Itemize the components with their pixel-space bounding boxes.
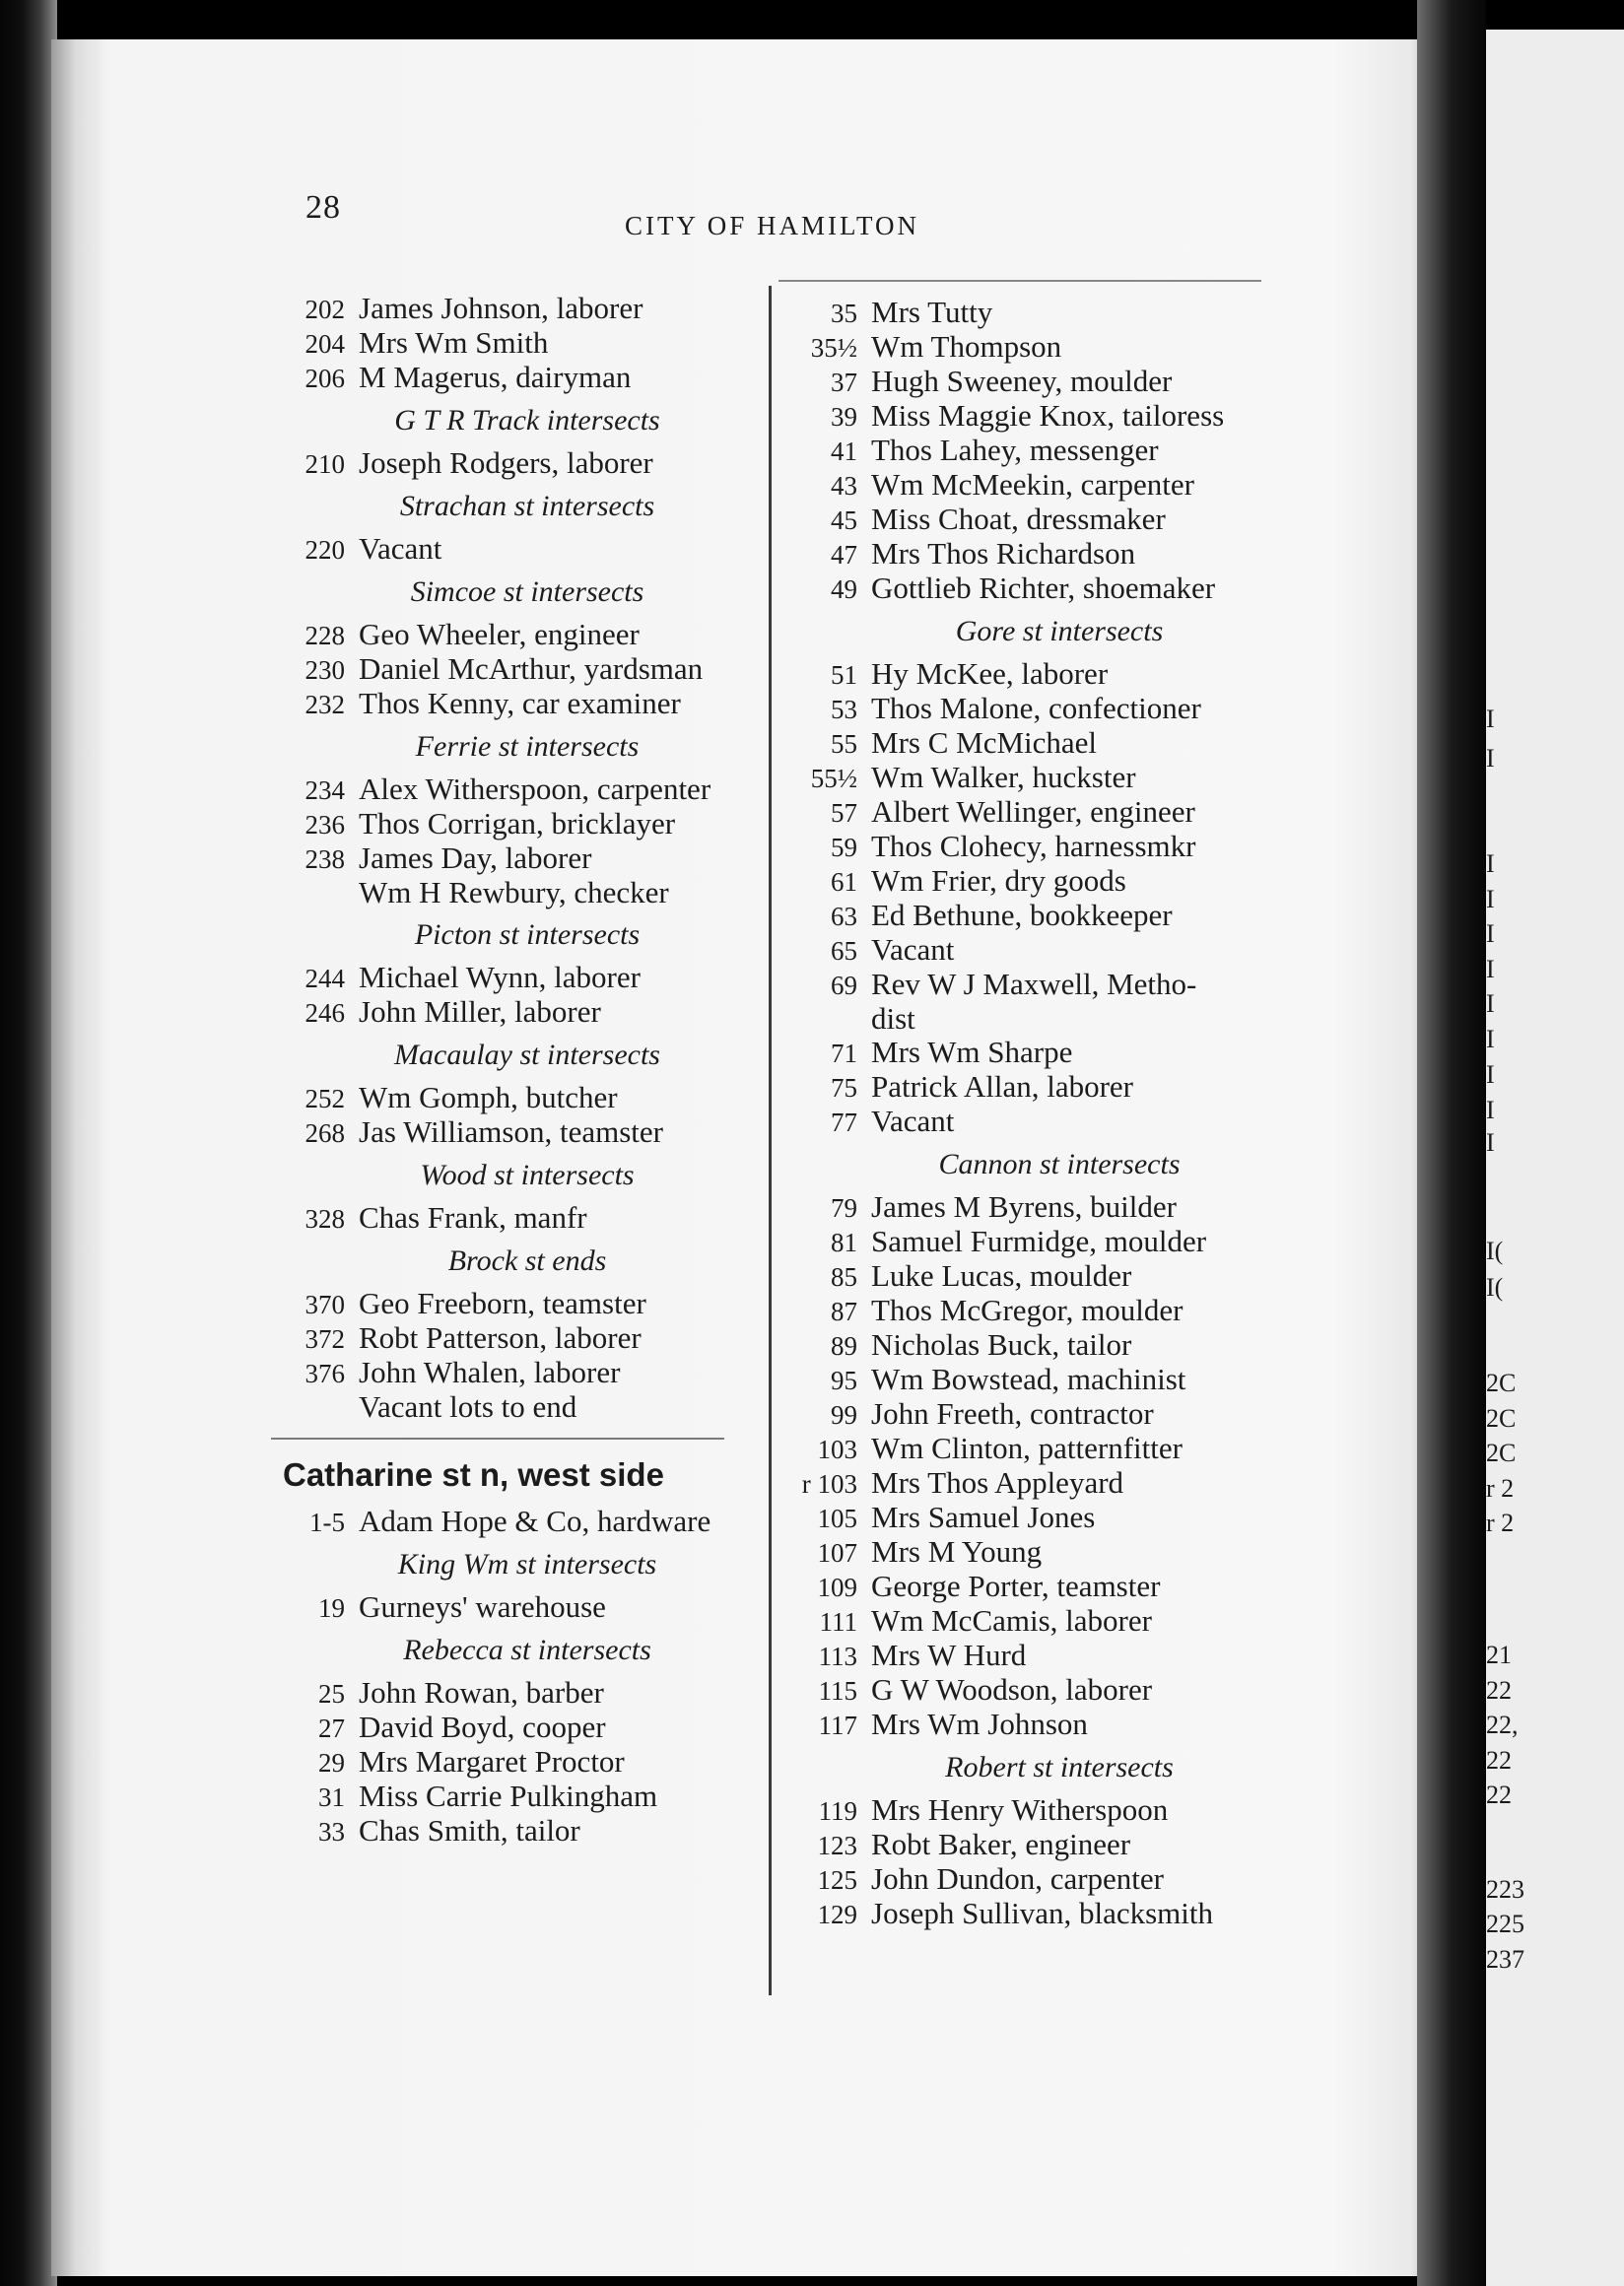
next-page-fragment: 22, <box>1486 1711 1519 1739</box>
resident-name: Thos McGregor, moulder <box>871 1293 1184 1327</box>
resident-name: Wm Frier, dry goods <box>871 863 1126 898</box>
house-number: 105 <box>817 1504 857 1533</box>
resident-name: Mrs Wm Smith <box>359 325 549 360</box>
street-intersection: Gore st intersects <box>955 615 1164 647</box>
directory-entry <box>251 1676 744 1711</box>
page-number: 28 <box>305 189 341 226</box>
house-number: 370 <box>304 1290 345 1319</box>
house-number: 37 <box>831 368 857 397</box>
directory-entry <box>749 1294 1281 1328</box>
directory-entry <box>749 795 1281 830</box>
directory-entry <box>749 761 1281 795</box>
directory-entry <box>749 968 1281 1002</box>
directory-entry <box>749 1535 1281 1570</box>
resident-name: Mrs C McMichael <box>871 725 1098 760</box>
resident-name: Hy McKee, laborer <box>871 656 1109 691</box>
resident-name: Mrs Wm Johnson <box>871 1707 1088 1741</box>
resident-name: Mrs Margaret Proctor <box>359 1744 625 1779</box>
directory-entry <box>749 933 1281 968</box>
resident-name: Wm Gomph, butcher <box>359 1080 618 1114</box>
right-column <box>749 296 1281 1931</box>
next-page-fragment: 2C <box>1486 1404 1517 1433</box>
next-page-fragment: 223 <box>1486 1875 1524 1904</box>
directory-entry <box>749 1105 1281 1139</box>
resident-name: John Whalen, laborer <box>359 1355 621 1389</box>
house-number: 29 <box>318 1748 345 1778</box>
directory-entry <box>251 1590 744 1625</box>
directory-entry <box>251 961 744 995</box>
entry-continuation: Wm H Rewbury, checker <box>359 875 669 909</box>
directory-entry <box>749 1036 1281 1070</box>
header-rule <box>778 280 1261 282</box>
resident-name: Miss Choat, dressmaker <box>871 502 1166 536</box>
resident-name: Albert Wellinger, engineer <box>871 794 1195 829</box>
resident-name: Thos Clohecy, harnessmkr <box>871 829 1196 863</box>
next-page-fragment: I <box>1486 1128 1495 1157</box>
resident-name: Gottlieb Richter, shoemaker <box>871 571 1216 605</box>
resident-name: Nicholas Buck, tailor <box>871 1327 1132 1362</box>
entry-continuation: dist <box>871 1001 915 1036</box>
house-number: 69 <box>831 971 857 1000</box>
house-number: 81 <box>831 1228 857 1257</box>
directory-entry <box>251 1287 744 1321</box>
resident-name: George Porter, teamster <box>871 1569 1161 1603</box>
resident-name: M Magerus, dairyman <box>359 360 632 394</box>
house-number: 236 <box>304 810 345 840</box>
house-number: 79 <box>831 1193 857 1223</box>
resident-name: Geo Wheeler, engineer <box>359 617 640 651</box>
next-page-edge <box>1486 30 1624 2286</box>
resident-name: John Rowan, barber <box>359 1675 604 1710</box>
house-number: 210 <box>304 449 345 479</box>
house-number: 65 <box>831 936 857 966</box>
directory-entry <box>251 1711 744 1745</box>
resident-name: Wm McCamis, laborer <box>871 1603 1152 1638</box>
section-heading: Catharine st n, west side <box>283 1456 664 1493</box>
house-number: 47 <box>831 540 857 570</box>
resident-name: Wm Clinton, patternfitter <box>871 1431 1183 1465</box>
next-page-fragment: 22 <box>1486 1781 1512 1809</box>
directory-entry <box>749 692 1281 726</box>
directory-entry <box>749 399 1281 434</box>
directory-entry <box>749 1397 1281 1432</box>
directory-entry <box>749 434 1281 468</box>
house-number: 109 <box>817 1573 857 1602</box>
resident-name: Chas Smith, tailor <box>359 1813 580 1848</box>
directory-entry <box>251 361 744 395</box>
book-gutter <box>1417 0 1486 2286</box>
resident-name: Luke Lucas, moulder <box>871 1258 1132 1293</box>
house-number: 238 <box>304 844 345 874</box>
directory-entry <box>749 1862 1281 1897</box>
house-number: 75 <box>831 1073 857 1103</box>
resident-name: James M Byrens, builder <box>871 1189 1177 1224</box>
directory-entry <box>749 1501 1281 1535</box>
entry-continuation: Vacant lots to end <box>359 1389 577 1424</box>
street-intersection: Wood st intersects <box>420 1159 635 1191</box>
house-number: 39 <box>831 402 857 432</box>
resident-name: David Boyd, cooper <box>359 1710 606 1744</box>
resident-name: Thos Corrigan, bricklayer <box>359 806 676 840</box>
resident-name: Adam Hope & Co, hardware <box>359 1504 711 1538</box>
resident-name: Vacant <box>871 932 955 967</box>
directory-entry <box>749 1793 1281 1828</box>
house-number: 129 <box>817 1900 857 1929</box>
house-number: 45 <box>831 505 857 535</box>
directory-entry <box>749 1190 1281 1225</box>
house-number: 41 <box>831 437 857 466</box>
next-page-fragment: I( <box>1486 1237 1504 1265</box>
directory-entry <box>749 1828 1281 1862</box>
directory-entry <box>251 807 744 841</box>
resident-name: Joseph Rodgers, laborer <box>359 445 653 480</box>
section-rule <box>271 1438 724 1440</box>
house-number: 113 <box>818 1642 857 1671</box>
directory-entry <box>251 618 744 652</box>
directory-entry <box>251 652 744 687</box>
resident-name: Geo Freeborn, teamster <box>359 1286 646 1320</box>
house-number: 117 <box>818 1711 857 1740</box>
directory-entry <box>749 1328 1281 1363</box>
house-number: 268 <box>304 1118 345 1148</box>
directory-entry <box>749 899 1281 933</box>
house-number: 51 <box>831 660 857 690</box>
street-intersection: Macaulay st intersects <box>394 1039 660 1071</box>
street-intersection: Cannon st intersects <box>938 1148 1181 1180</box>
resident-name: James Day, laborer <box>359 840 592 875</box>
directory-entry <box>251 687 744 721</box>
directory-entry <box>251 773 744 807</box>
house-number: 252 <box>304 1084 345 1113</box>
house-number: 63 <box>831 902 857 931</box>
next-page-fragment: 2C <box>1486 1439 1517 1467</box>
directory-entry <box>749 1604 1281 1639</box>
directory-entry <box>251 446 744 481</box>
resident-name: Wm McMeekin, carpenter <box>871 467 1194 502</box>
resident-name: Wm Bowstead, machinist <box>871 1362 1186 1396</box>
house-number: 115 <box>818 1676 857 1706</box>
house-number: 99 <box>831 1400 857 1430</box>
resident-name: Alex Witherspoon, carpenter <box>359 772 711 806</box>
directory-entry <box>251 1780 744 1814</box>
resident-name: Daniel McArthur, yardsman <box>359 651 704 686</box>
street-intersection: Brock st ends <box>447 1244 607 1277</box>
house-number: 27 <box>318 1714 345 1743</box>
resident-name: James Johnson, laborer <box>359 291 643 325</box>
house-number: 25 <box>318 1679 345 1709</box>
house-number: 55 <box>831 729 857 759</box>
directory-entry <box>251 1814 744 1849</box>
resident-name: Wm Thompson <box>871 329 1062 364</box>
directory-entry <box>749 1570 1281 1604</box>
street-intersection: Picton st intersects <box>414 918 641 951</box>
resident-name: Patrick Allan, laborer <box>871 1069 1133 1104</box>
street-intersection: G T R Track intersects <box>394 404 660 437</box>
resident-name: Mrs Samuel Jones <box>871 1500 1096 1534</box>
next-page-fragment: 22 <box>1486 1746 1512 1775</box>
house-number: 49 <box>831 574 857 604</box>
directory-entry <box>251 1745 744 1780</box>
next-page-fragment: I <box>1486 955 1495 983</box>
directory-entry <box>749 1708 1281 1742</box>
house-number: r 103 <box>801 1469 857 1499</box>
resident-name: Samuel Furmidge, moulder <box>871 1224 1207 1258</box>
resident-name: Robt Baker, engineer <box>871 1827 1131 1861</box>
resident-name: Michael Wynn, laborer <box>359 960 641 994</box>
directory-entry <box>251 995 744 1030</box>
house-number: 33 <box>318 1817 345 1847</box>
house-number: 43 <box>831 471 857 501</box>
house-number: 61 <box>831 867 857 897</box>
resident-name: Chas Frank, manfr <box>359 1200 587 1235</box>
directory-entry <box>749 830 1281 864</box>
resident-name: Robt Patterson, laborer <box>359 1320 642 1355</box>
street-intersection: Robert st intersects <box>945 1751 1174 1783</box>
resident-name: Mrs W Hurd <box>871 1638 1027 1672</box>
resident-name: Rev W J Maxwell, Metho- <box>871 967 1197 1001</box>
resident-name: Mrs Thos Appleyard <box>871 1465 1124 1500</box>
house-number: 123 <box>817 1831 857 1860</box>
house-number: 1-5 <box>309 1508 345 1537</box>
house-number: 125 <box>817 1865 857 1895</box>
resident-name: Vacant <box>871 1104 955 1138</box>
house-number: 57 <box>831 798 857 828</box>
directory-entry <box>749 468 1281 503</box>
directory-entry <box>749 296 1281 330</box>
house-number: 35½ <box>810 333 857 363</box>
resident-name: Jas Williamson, teamster <box>359 1114 663 1149</box>
next-page-fragment: I <box>1486 1096 1495 1124</box>
house-number: 19 <box>318 1593 345 1623</box>
directory-entry <box>749 330 1281 365</box>
street-intersection: Strachan st intersects <box>399 490 655 522</box>
resident-name: Wm Walker, huckster <box>871 760 1136 794</box>
house-number: 103 <box>817 1435 857 1464</box>
resident-name: Hugh Sweeney, moulder <box>871 364 1173 398</box>
house-number: 31 <box>318 1782 345 1812</box>
resident-name: Thos Lahey, messenger <box>871 433 1159 467</box>
house-number: 71 <box>831 1039 857 1068</box>
directory-entry <box>749 503 1281 537</box>
house-number: 55½ <box>810 764 857 793</box>
house-number: 328 <box>304 1204 345 1234</box>
house-number: 85 <box>831 1262 857 1292</box>
directory-entry <box>749 1363 1281 1397</box>
street-intersection: Simcoe st intersects <box>410 575 644 608</box>
left-column <box>251 292 744 1849</box>
directory-entry <box>251 841 744 876</box>
resident-name: Ed Bethune, bookkeeper <box>871 898 1173 932</box>
house-number: 87 <box>831 1297 857 1326</box>
next-page-fragment: 237 <box>1486 1945 1524 1974</box>
house-number: 59 <box>831 833 857 862</box>
house-number: 376 <box>304 1359 345 1388</box>
house-number: 206 <box>304 364 345 393</box>
resident-name: G W Woodson, laborer <box>871 1672 1153 1707</box>
directory-entry <box>749 365 1281 399</box>
directory-entry <box>251 1321 744 1356</box>
resident-name: Thos Kenny, car examiner <box>359 686 681 720</box>
directory-entry <box>251 326 744 361</box>
resident-name: Mrs Tutty <box>871 295 993 329</box>
house-number: 246 <box>304 998 345 1028</box>
house-number: 232 <box>304 690 345 719</box>
next-page-fragment: I <box>1486 885 1495 913</box>
resident-name: John Miller, laborer <box>359 994 601 1029</box>
directory-entry <box>749 864 1281 899</box>
directory-entry <box>251 1505 744 1539</box>
house-number: 89 <box>831 1331 857 1361</box>
directory-entry <box>749 1639 1281 1673</box>
page-title: CITY OF HAMILTON <box>625 211 920 240</box>
street-intersection: Ferrie st intersects <box>415 730 640 763</box>
left-entry-list <box>251 292 744 1424</box>
house-number: 35 <box>831 299 857 328</box>
next-page-fragment: 21 <box>1486 1641 1512 1669</box>
resident-name: Mrs Wm Sharpe <box>871 1035 1073 1069</box>
house-number: 202 <box>304 295 345 324</box>
street-intersection: Rebecca st intersects <box>403 1634 651 1666</box>
directory-entry <box>749 1673 1281 1708</box>
house-number: 95 <box>831 1366 857 1395</box>
street-intersection: King Wm st intersects <box>397 1548 657 1580</box>
resident-name: Joseph Sullivan, blacksmith <box>871 1896 1214 1930</box>
resident-name: John Dundon, carpenter <box>871 1861 1164 1896</box>
house-number: 204 <box>304 329 345 359</box>
house-number: 244 <box>304 964 345 993</box>
next-page-fragment: r 2 <box>1486 1509 1515 1537</box>
next-page-fragment: 225 <box>1486 1910 1524 1938</box>
house-number: 119 <box>818 1796 857 1826</box>
directory-entry <box>251 532 744 567</box>
directory-entry <box>749 657 1281 692</box>
resident-name: Thos Malone, confectioner <box>871 691 1201 725</box>
left-entry-list-2 <box>251 1505 744 1849</box>
directory-entry <box>749 537 1281 572</box>
directory-entry <box>251 1201 744 1236</box>
next-page-fragment: I <box>1486 989 1495 1018</box>
directory-entry <box>749 1070 1281 1105</box>
directory-entry <box>251 292 744 326</box>
directory-entry <box>251 1081 744 1115</box>
resident-name: Mrs Thos Richardson <box>871 536 1136 571</box>
directory-entry <box>251 1356 744 1390</box>
resident-name: Miss Maggie Knox, tailoress <box>871 398 1225 433</box>
house-number: 220 <box>304 535 345 565</box>
house-number: 234 <box>304 775 345 805</box>
scan-edge-left <box>0 0 57 2286</box>
directory-entry <box>749 1225 1281 1259</box>
next-page-fragment: 2C <box>1486 1369 1517 1397</box>
resident-name: Mrs M Young <box>871 1534 1043 1569</box>
house-number: 107 <box>817 1538 857 1568</box>
directory-entry <box>749 572 1281 606</box>
next-page-fragment: I <box>1486 744 1495 773</box>
house-number: 77 <box>831 1108 857 1137</box>
directory-entry <box>749 1432 1281 1466</box>
next-page-fragment: r 2 <box>1486 1474 1515 1503</box>
house-number: 230 <box>304 655 345 685</box>
resident-name: Mrs Henry Witherspoon <box>871 1792 1169 1827</box>
directory-entry <box>749 726 1281 761</box>
right-entry-list <box>749 296 1281 1931</box>
next-page-fragment: I <box>1486 849 1495 878</box>
resident-name: John Freeth, contractor <box>871 1396 1154 1431</box>
next-page-fragment: I <box>1486 1060 1495 1089</box>
directory-entry <box>251 1115 744 1150</box>
directory-entry <box>749 1897 1281 1931</box>
next-page-fragment: 22 <box>1486 1676 1512 1705</box>
resident-name: Miss Carrie Pulkingham <box>359 1779 658 1813</box>
house-number: 53 <box>831 695 857 724</box>
house-number: 228 <box>304 621 345 650</box>
resident-name: Gurneys' warehouse <box>359 1589 606 1624</box>
next-page-fragment: I <box>1486 919 1495 948</box>
next-page-fragment: I <box>1486 705 1495 733</box>
next-page-fragment: I( <box>1486 1273 1504 1302</box>
house-number: 111 <box>819 1607 857 1637</box>
resident-name: Vacant <box>359 531 442 566</box>
house-number: 372 <box>304 1324 345 1354</box>
directory-entry <box>749 1466 1281 1501</box>
directory-entry <box>749 1259 1281 1294</box>
next-page-fragment: I <box>1486 1025 1495 1053</box>
